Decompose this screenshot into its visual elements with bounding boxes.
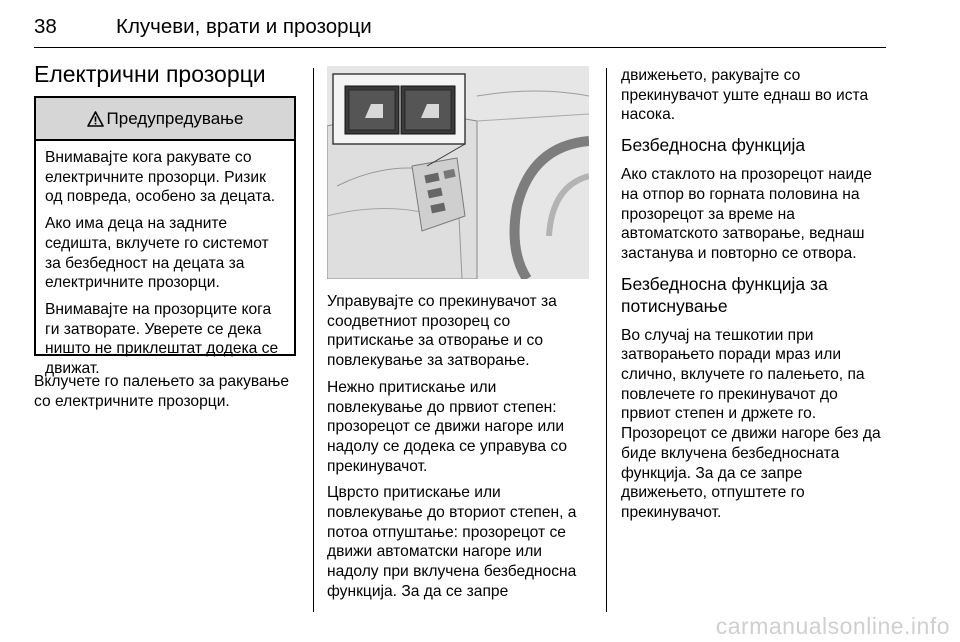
text-line: функција. За да се запре	[327, 582, 509, 600]
text-line: седишта, вклучете го системот	[45, 234, 269, 252]
text-line: Управувајте со прекинувачот за	[327, 293, 557, 310]
text-line: Ако има деца на задните	[45, 215, 228, 233]
text-line: биде вклучена безбедносната	[621, 444, 840, 462]
subsection-heading	[621, 134, 891, 156]
text-line: движи автоматски нагоре или	[327, 543, 542, 561]
warning-paragraph	[45, 300, 286, 379]
page-header	[34, 12, 886, 42]
subsection-heading	[621, 273, 891, 317]
text-line: Цврсто притискање или	[327, 484, 501, 502]
text-line: прозорецот за време на	[621, 205, 795, 223]
text-line: за безбедност на децата за	[45, 254, 245, 272]
warning-paragraph	[45, 214, 286, 293]
body-paragraph	[327, 483, 595, 601]
text-line: Нежно притискање или	[327, 378, 497, 396]
text-line: надолу се додека се управува со	[327, 437, 567, 455]
body-paragraph	[34, 372, 304, 411]
body-paragraph	[327, 292, 595, 371]
text-line: притискање за отворање и со	[327, 332, 544, 350]
warning-box	[34, 96, 296, 378]
column-divider-1	[313, 68, 314, 612]
text-line: насока.	[621, 106, 676, 124]
warning-paragraph	[45, 148, 286, 207]
chapter-title: Клучеви, врати и прозорци	[116, 15, 372, 38]
warning-triangle-icon	[87, 111, 104, 127]
text-line: затворањето поради мраз или	[621, 346, 842, 364]
body-paragraph	[621, 326, 891, 523]
text-line: движењето, ракувајте со	[621, 67, 801, 84]
watermark: carmanualsonline.info	[715, 613, 950, 639]
text-line: повлекување за затворање.	[327, 352, 530, 370]
text-line: прекинувачот.	[327, 457, 428, 475]
text-line: на отпор во горната половина на	[621, 185, 860, 203]
column-divider-2	[606, 68, 607, 612]
text-line: потиснување	[621, 295, 728, 316]
body-paragraph	[621, 165, 891, 264]
text-line: слично, вклучете го палењето, па	[621, 366, 865, 384]
warning-header	[36, 98, 294, 141]
text-line: соодветниот прозорец со	[327, 312, 511, 330]
text-line: движат.	[45, 360, 100, 378]
warning-title: Предупредување	[106, 108, 244, 128]
text-line: Внимавајте кога ракувате со	[45, 149, 252, 166]
text-line: ништо не приклештат додека се	[45, 340, 279, 358]
door-switch-illustration	[327, 66, 589, 279]
text-line: Безбедносна функција	[621, 135, 806, 156]
text-line: со електричните прозорци.	[34, 392, 230, 410]
text-line: прекинувачот.	[621, 503, 722, 521]
text-line: прозорецот се движи нагоре или	[327, 418, 565, 436]
text-line: прекинувачот уште еднаш во иста	[621, 86, 869, 104]
text-line: движењето, отпуштете го	[621, 484, 805, 502]
page-number: 38	[34, 15, 57, 38]
text-line: електричните прозорци. Ризик	[45, 168, 266, 186]
text-line: повлечете го прекинувачот до	[621, 385, 838, 403]
column-1-text	[34, 372, 304, 418]
section-title: Електрични прозорци	[34, 61, 266, 87]
text-line: Во случај на тешкотии при	[621, 326, 814, 344]
text-line: функција. За да се запре	[621, 464, 803, 482]
text-line: застанува и повторно се отвора.	[621, 244, 857, 262]
column-2-text	[327, 292, 595, 609]
text-line: повлекување до вториот степен, а	[327, 504, 577, 522]
text-line: првиот степен и држете го.	[621, 405, 817, 423]
text-line: Безбедносна функција за	[621, 273, 828, 294]
text-line: потоа отпуштање: прозорецот се	[327, 523, 566, 541]
text-line: автоматското затворање, веднаш	[621, 225, 865, 243]
text-line: Вклучете го палењето за ракување	[34, 373, 289, 390]
text-line: ги затворате. Уверете се дека	[45, 320, 262, 338]
body-paragraph	[621, 66, 891, 125]
text-line: Внимавајте на прозорците кога	[45, 300, 272, 318]
door-panel-drawing	[327, 66, 589, 279]
text-line: Прозорецот се движи нагоре без да	[621, 425, 881, 443]
warning-body	[36, 141, 294, 379]
text-line: надолу при вклучена безбедносна	[327, 563, 577, 581]
text-line: електричните прозорци.	[45, 274, 220, 292]
header-divider	[34, 47, 886, 48]
column-3-text	[621, 66, 891, 530]
text-line: повлекување до првиот степен:	[327, 398, 557, 416]
body-paragraph	[327, 378, 595, 477]
text-line: Ако стаклото на прозорецот наиде	[621, 166, 872, 184]
text-line: од повреда, особено за децата.	[45, 188, 276, 206]
